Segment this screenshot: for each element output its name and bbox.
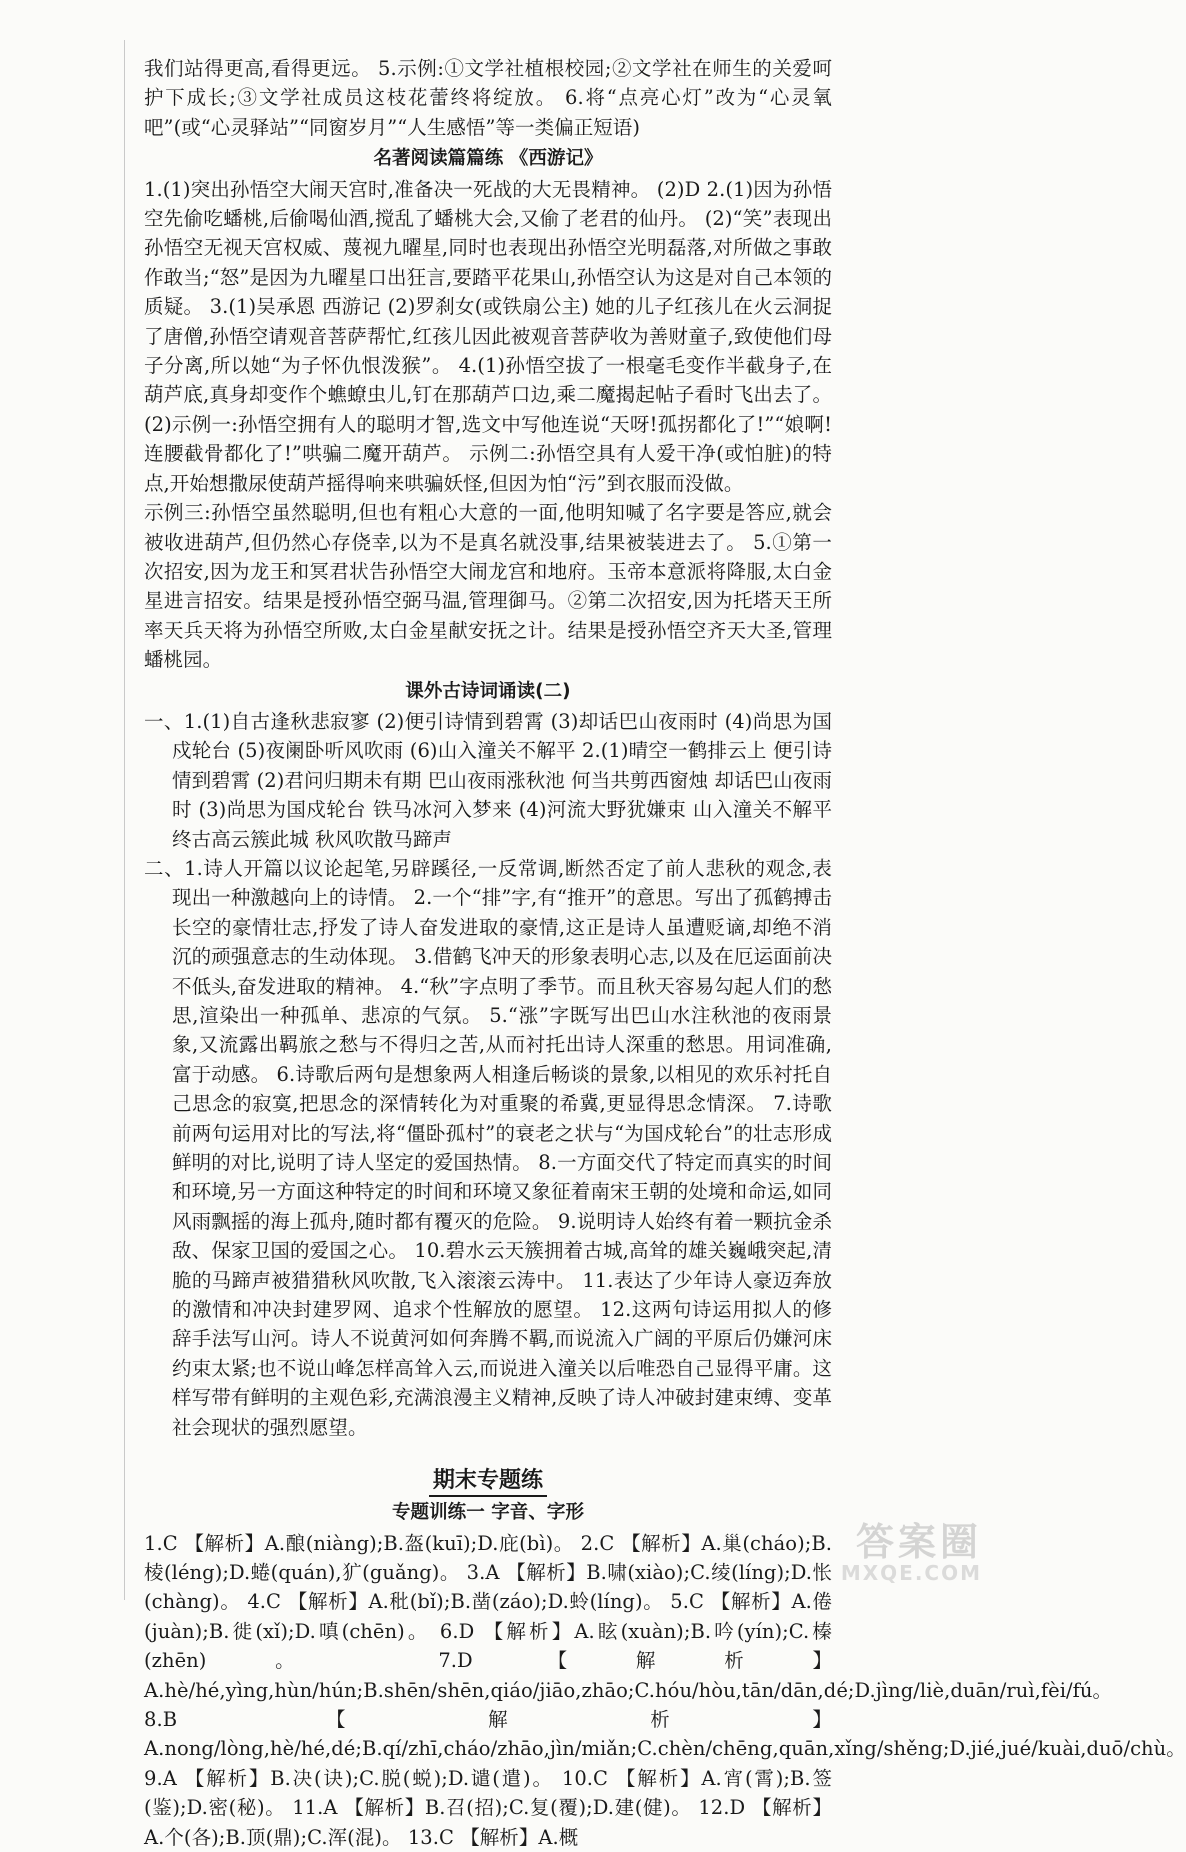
watermark-logo	[782, 1522, 982, 1588]
margin-rule	[124, 40, 125, 1600]
watermark-mark: 答案圈	[855, 1520, 982, 1564]
answer-paragraph: 一、1.(1)自古逢秋悲寂寥 (2)便引诗情到碧霄 (3)却话巴山夜雨时 (4)尚思为国戍轮台 (5)夜阑卧听风吹雨 (6)山入潼关不解平 2.(1)晴空一鹤排云上 便引诗情到碧霄 (2)君问归期未有期 巴山夜雨涨秋池 何当共剪西窗烛 却话巴山夜雨时 (3)尚思为国戍轮台 铁马冰河入梦来 (4)河流大野犹嫌束 山入潼关不解平 终古高云簇此城 秋风吹散马蹄声	[144, 709, 832, 851]
section-title-final: 期末专题练	[144, 1466, 832, 1496]
section-heading-journey-west: 名著阅读篇篇练 《西游记》	[373, 148, 603, 170]
watermark-url: MXQE.COM	[840, 1561, 982, 1585]
answer-paragraph: 我们站得更高,看得更远。 5.示例:①文学社植根校园;②文学社在师生的关爱呵护下成长;③文学社成员这枝花蕾终将绽放。 6.将“点亮心灯”改为“心灵氧吧”(或“心灵驿站”“同窗岁月”“人生感悟”等一类偏正短语)	[144, 57, 832, 139]
answer-paragraph: 1.C 【解析】A.酿(niàng);B.盔(kuī);D.庇(bì)。 2.C 【解析】A.巢(cháo);B.棱(léng);D.蜷(quán),犷(guǎng)。 3.A 【解析】B.啸(xiào);C.绫(líng);D.怅(chàng)。 4.C 【解析】A.秕(bǐ);B.凿(záo);D.蛉(líng)。 5.C 【解析】A.倦(juàn);B.徙(xǐ);D.嗔(chēn)。 6.D 【解析】A.眩(xuàn);B.吟(yín);C.榛(zhēn)。 7.D 【解析】A.hè/hé,yìng,hùn/hún;B.shēn/shēn,qiáo/jiāo,zhāo;C.hóu/hòu,tān/dān,dé;D.jìng/liè,duān/ruì,fèi/fú。 8.B 【解析】A.nong/lòng,hè/hé,dé;B.qí/zhī,cháo/zhāo,jìn/miǎn;C.chèn/chēng,quān,xǐng/shěng;D.jié,jué/kuài,duō/chù。 9.A 【解析】B.决(诀);C.脱(蜕);D.谴(遣)。 10.C 【解析】A.宵(霄);B.签(鉴);D.密(秘)。 11.A 【解析】B.召(招);C.复(覆);D.建(健)。 12.D 【解析】A.个(各);B.顶(鼎);C.浑(混)。 13.C 【解析】A.概	[144, 1531, 1186, 1849]
section-heading-pronunciation: 专题训练一 字音、字形	[392, 1502, 584, 1524]
section-heading-poetry: 课外古诗词诵读(二)	[405, 680, 571, 702]
answer-paragraph: 二、1.诗人开篇以议论起笔,另辟蹊径,一反常调,断然否定了前人悲秋的观念,表现出一种激越向上的诗情。 2.一个“排”字,有“推开”的意思。写出了孤鹤搏击长空的豪情壮志,抒发了诗人奋发进取的豪情,这正是诗人虽遭贬谪,却绝不消沉的顽强意志的生动体现。 3.借鹤飞冲天的形象表明心志,以及在厄运面前决不低头,奋发进取的精神。 4.“秋”字点明了季节。而且秋天容易勾起人们的愁思,渲染出一种孤单、悲凉的气氛。 5.“涨”字既写出巴山水注秋池的夜雨景象,又流露出羁旅之愁与不得归之苦,从而衬托出诗人深重的愁思。用词准确,富于动感。 6.诗歌后两句是想象两人相逢后畅谈的景象,以相见的欢乐衬托自己思念的寂寞,把思念的深情转化为对重聚的希冀,更显得思念情深。 7.诗歌前两句运用对比的写法,将“僵卧孤村”的衰老之状与“为国戍轮台”的壮志形成鲜明的对比,说明了诗人坚定的爱国热情。 8.一方面交代了特定而真实的时间和环境,另一方面这种特定的时间和环境又象征着南宋王朝的处境和命运,如同风雨飘摇的海上孤舟,随时都有覆灭的危险。 9.说明诗人始终有着一颗抗金杀敌、保家卫国的爱国之心。 10.碧水云天簇拥着古城,高耸的雄关巍峨突起,清脆的马蹄声被猎猎秋风吹散,飞入滚滚云涛中。 11.表达了少年诗人豪迈奔放的激情和冲决封建罗网、追求个性解放的愿望。 12.这两句诗运用拟人的修辞手法写山河。诗人不说黄河如何奔腾不羁,而说流入广阔的平原后仍嫌河床约束太紧;也不说山峰怎样高耸入云,而说进入潼关以后唯恐自己显得平庸。这样写带有鲜明的主观色彩,充满浪漫主义精神,反映了诗人冲破封建束缚、变革社会现状的强烈愿望。	[144, 856, 832, 1439]
answer-paragraph: 1.(1)突出孙悟空大闹天宫时,准备决一死战的大无畏精神。 (2)D 2.(1)因为孙悟空先偷吃蟠桃,后偷喝仙酒,搅乱了蟠桃大会,又偷了老君的仙丹。 (2)“笑”表现出孙悟空无视天宫权威、蔑视九曜星,同时也表现出孙悟空光明磊落,对所做之事敢作敢当;“怒”是因为九曜星口出狂言,要踏平花果山,孙悟空认为这是对自己本领的质疑。 3.(1)吴承恩 西游记 (2)罗刹女(或铁扇公主) 她的儿子红孩儿在火云洞捉了唐僧,孙悟空请观音菩萨帮忙,红孩儿因此被观音菩萨收为善财童子,致使他们母子分离,所以她“为子怀仇恨泼猴”。 4.(1)孙悟空拔了一根毫毛变作半截身子,在葫芦底,真身却变作个蟭蟟虫儿,钉在那葫芦口边,乘二魔揭起帖子看时飞出去了。 (2)示例一:孙悟空拥有人的聪明才智,选文中写他连说“天呀!孤拐都化了!”“娘啊!连腰截骨都化了!”哄骗二魔开葫芦。 示例二:孙悟空具有人爱干净(或怕脏)的特点,开始想撒尿使葫芦摇得响来哄骗妖怪,但因为怕“污”到衣服而没做。	[144, 177, 832, 495]
answer-paragraph: 示例三:孙悟空虽然聪明,但也有粗心大意的一面,他明知喊了名字要是答应,就会被收进葫芦,但仍然心存侥幸,以为不是真名就没事,结果被装进去了。 5.①第一次招安,因为龙王和冥君状告孙悟空大闹龙宫和地府。玉帝本意派将降服,太白金星进言招安。结果是授孙悟空弼马温,管理御马。②第二次招安,因为托塔天王所率天兵天将为孙悟空所败,太白金星献安抚之计。结果是授孙悟空齐天大圣,管理蟠桃园。	[144, 501, 832, 672]
